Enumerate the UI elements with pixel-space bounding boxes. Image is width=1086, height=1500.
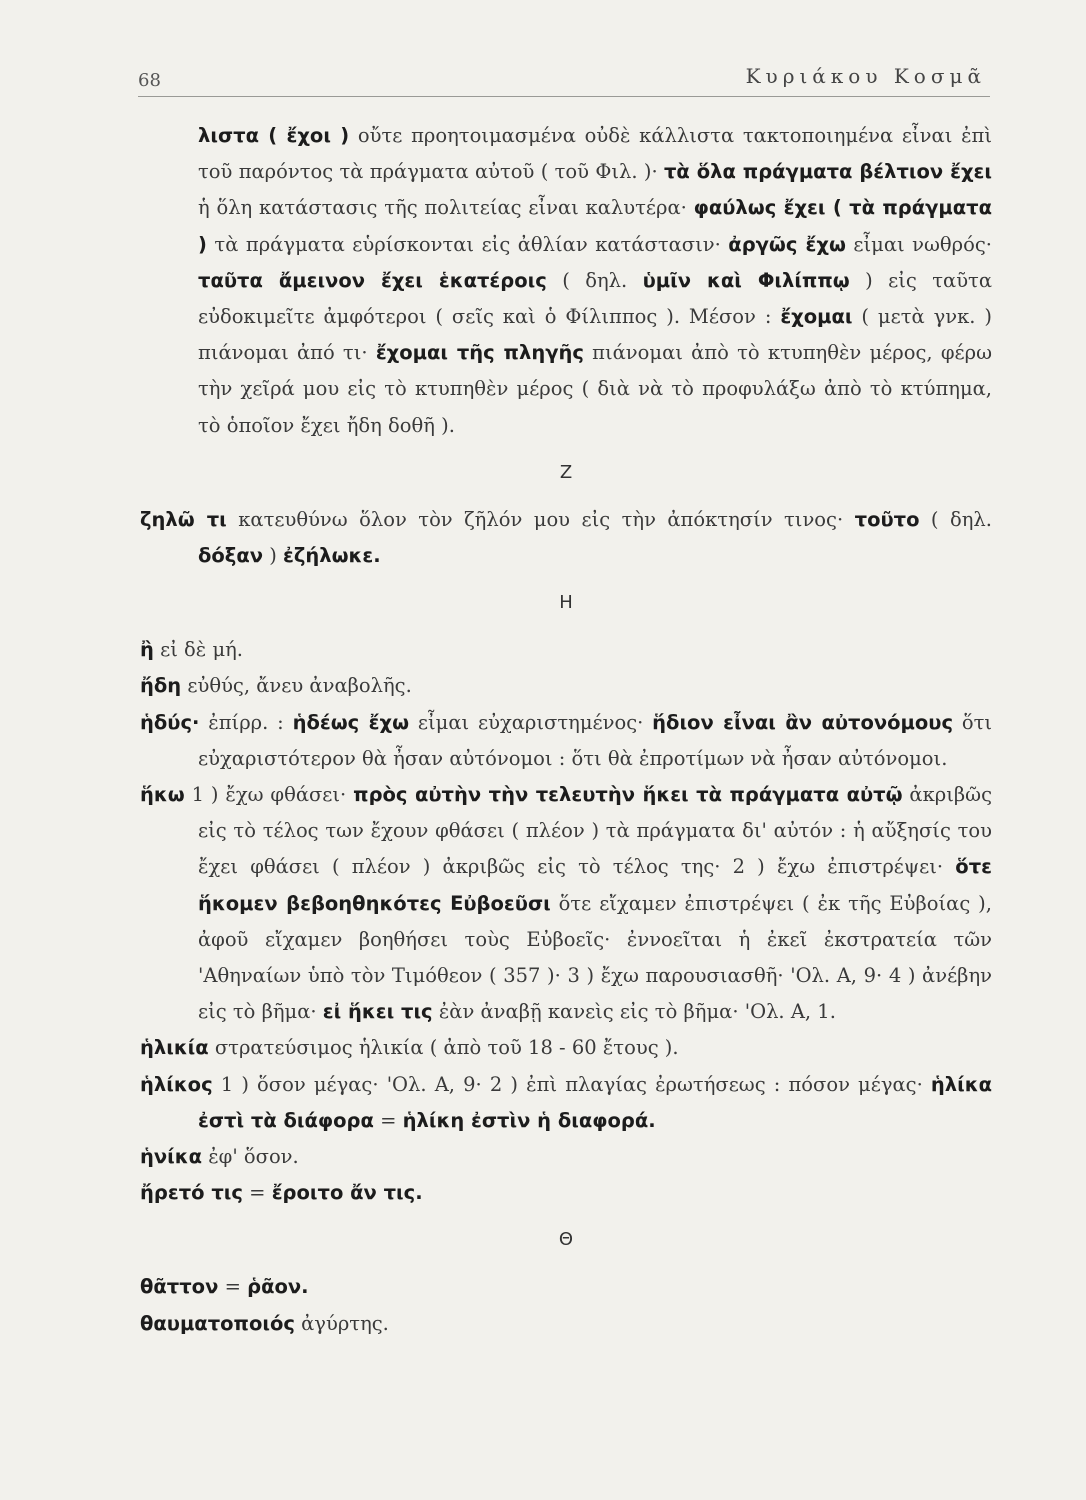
glossary-body	[140, 118, 992, 1342]
section-letter-zeta: Ζ	[559, 461, 573, 483]
page-number: 68	[138, 70, 161, 91]
glossary-entry-continuation: λιστα ( ἔχοι ) οὔτε προητοιμασμένα οὐδὲ κάλλιστα τακτοποιημένα εἶναι ἐπὶ τοῦ παρόντος τὰ πράγματα αὐτοῦ ( τοῦ Φιλ. )· τὰ ὅλα πράγματα βέλτιον ἔχει ἡ ὅλη κατάστασις τῆς πολιτείας εἶναι καλυτέρα· φαύλως ἔχει ( τὰ πράγματα ) τὰ πράγματα εὑρίσκονται εἰς ἀθλίαν κατάστασιν· ἀργῶς ἔχω εἶμαι νωθρός· ταῦτα ἄμεινον ἔχει ἑκατέροις ( δηλ. ὑμῖν καὶ Φιλίππῳ ) εἰς ταῦτα εὐδοκιμεῖτε ἀμφότεροι ( σεῖς καὶ ὁ Φίλιππος ). Μέσον : ἔχομαι ( μετὰ γνκ. ) πιάνομαι ἀπό τι· ἔχομαι τῆς πληγῆς πιάνομαι ἀπὸ τὸ κτυπηθὲν μέρος, φέρω τὴν χεῖρά μου εἰς τὸ κτυπηθὲν μέρος ( διὰ νὰ τὸ προφυλάξω ἀπὸ τὸ κτύπημα, τὸ ὁποῖον ἔχει ἤδη δοθῆ ).	[198, 124, 992, 437]
glossary-entry: ἡνίκα ἐφ' ὅσον.	[140, 1145, 299, 1169]
glossary-entry: θᾶττον = ῥᾶον.	[140, 1275, 309, 1299]
section-letter-theta: Θ	[558, 1229, 574, 1251]
page-header	[138, 62, 990, 97]
running-title: Κυριάκου Κοσμᾶ	[745, 64, 986, 88]
glossary-entry: θαυματοποιός ἀγύρτης.	[140, 1311, 389, 1335]
glossary-entry: ἤρετό τις = ἔροιτο ἄν τις.	[140, 1181, 423, 1205]
glossary-entry: ἢ εἰ δὲ μή.	[140, 638, 243, 662]
glossary-entry: ζηλῶ τι κατευθύνω ὅλον τὸν ζῆλόν μου εἰς τὴν ἀπόκτησίν τινος· τοῦτο ( δηλ. δόξαν ) ἐζήλωκε.	[140, 507, 992, 568]
glossary-entry: ἤδη εὐθύς, ἄνευ ἀναβολῆς.	[140, 674, 412, 698]
section-letter-eta: Η	[559, 592, 573, 614]
glossary-entry: ἡδύς· ἐπίρρ. : ἡδέως ἔχω εἶμαι εὐχαριστημένος· ἥδιον εἶναι ἂν αὐτονόμους ὅτι εὐχαριστότερον θὰ ἦσαν αὐτόνομοι : ὅτι θὰ ἐπροτίμων νὰ ἦσαν αὐτόνομοι.	[140, 710, 993, 770]
glossary-entry: ἥκω 1 ) ἔχω φθάσει· πρὸς αὐτὴν τὴν τελευτὴν ἥκει τὰ πράγματα αὐτῷ ἀκριβῶς εἰς τὸ τέλος των ἔχουν φθάσει ( πλέον ) τὰ πράγματα δι' αὐτόν : ἡ αὔξησίς του ἔχει φθάσει ( πλέον ) ἀκριβῶς εἰς τὸ τέλος της· 2 ) ἔχω ἐπιστρέψει· ὅτε ἥκομεν βεβοηθηκότες Εὐβοεῦσι ὅτε εἴχαμεν ἐπιστρέψει ( ἐκ τῆς Εὐβοίας ), ἀφοῦ εἴχαμεν βοηθήσει τοὺς Εὐβοεῖς· ἐννοεῖται ἡ ἐκεῖ ἐκστρατεία τῶν 'Αθηναίων ὑπὸ τὸν Τιμόθεον ( 357 )· 3 ) ἔχω παρουσιασθῆ· 'Ολ. Α, 9· 4 ) ἀνέβην εἰς τὸ βῆμα· εἰ ἥκει τις ἐὰν ἀναβῇ κανεὶς εἰς τὸ βῆμα· 'Ολ. Α, 1.	[140, 783, 992, 1024]
glossary-entry: ἡλικία στρατεύσιμος ἡλικία ( ἀπὸ τοῦ 18 - 60 ἔτους ).	[140, 1036, 679, 1060]
glossary-entry: ἡλίκος 1 ) ὅσον μέγας· 'Ολ. Α, 9· 2 ) ἐπὶ πλαγίας ἐρωτήσεως : πόσον μέγας· ἡλίκα ἐστὶ τὰ διάφορα = ἡλίκη ἐστὶν ἡ διαφορά.	[140, 1072, 992, 1132]
